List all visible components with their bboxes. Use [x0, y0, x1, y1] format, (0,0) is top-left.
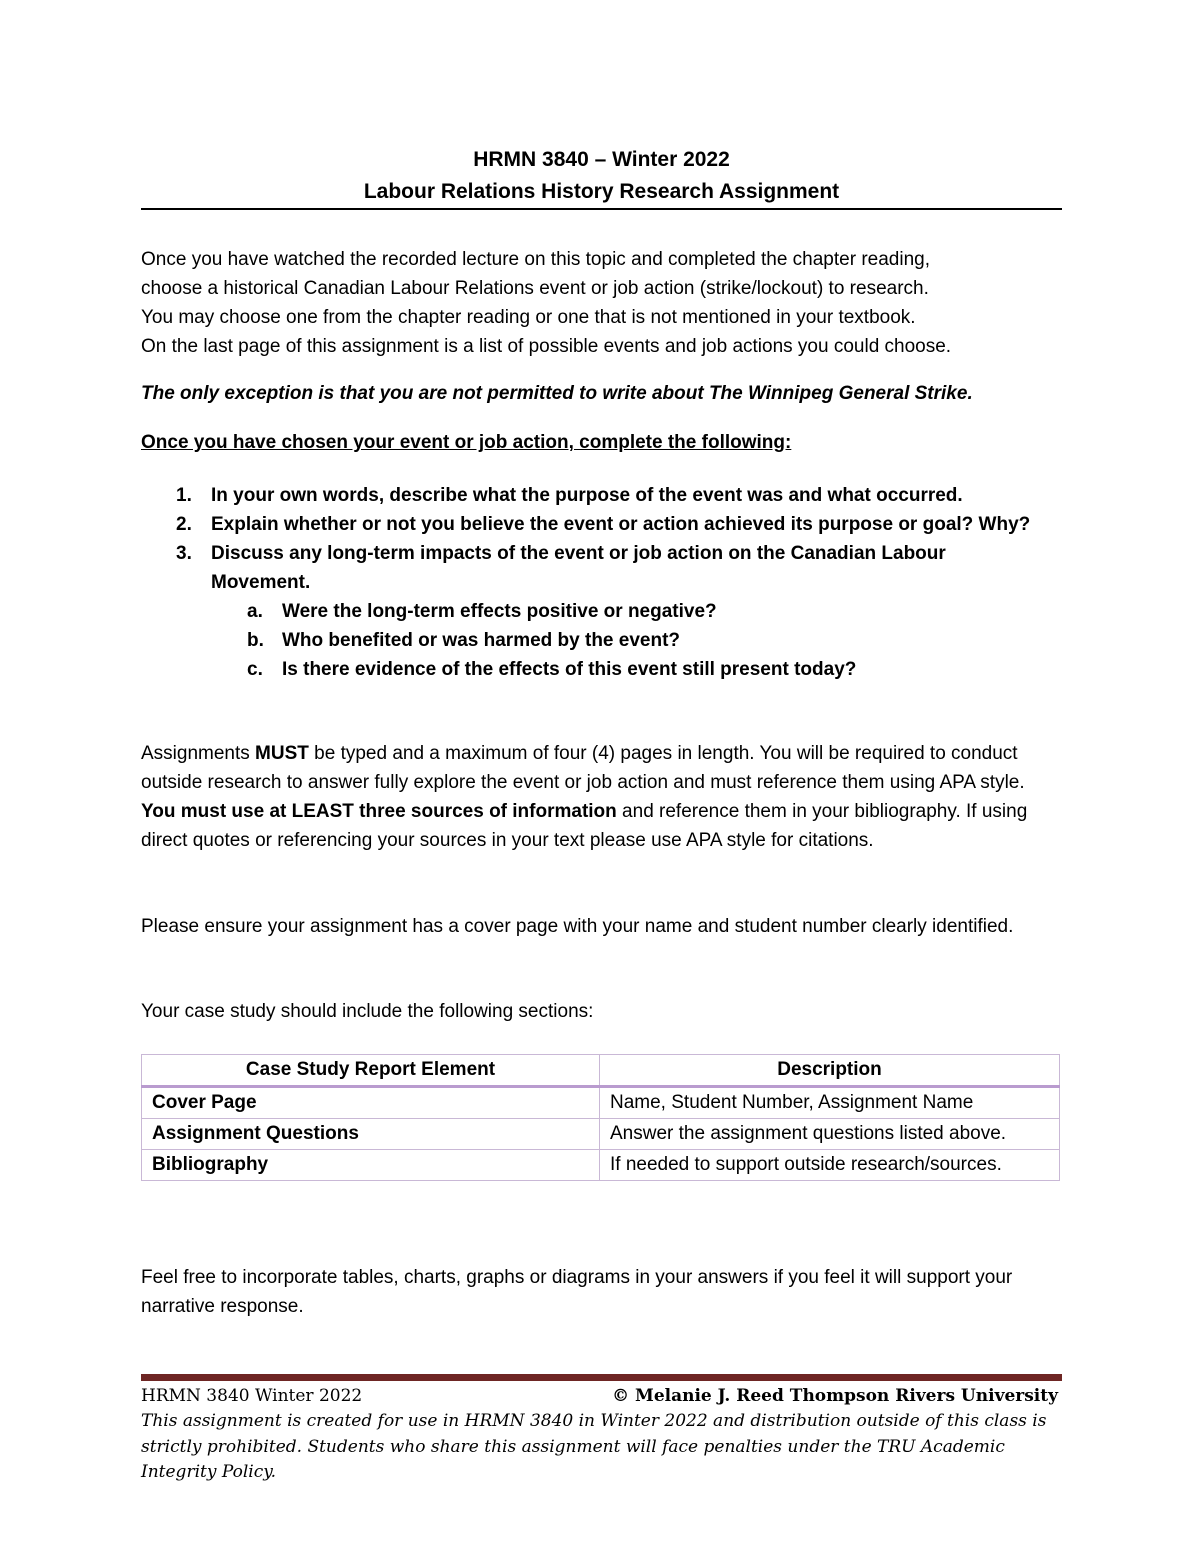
requirements-emphasis: MUST — [255, 743, 309, 764]
footer-divider — [141, 1374, 1062, 1381]
sections-intro: Your case study should include the following sections: — [141, 1001, 594, 1022]
requirements-text: and reference them in your bibliography. If using direct quotes or referencing your sources in your text please use APA style for citations. — [141, 801, 1028, 851]
requirements-emphasis: You must use at LEAST three sources of information — [141, 801, 617, 822]
column-header: Description — [600, 1055, 1060, 1087]
instructions-heading: Once you have chosen your event or job action, complete the following: — [141, 432, 792, 453]
table-cell: Answer the assignment questions listed above. — [600, 1119, 1060, 1150]
page-title: Labour Relations History Research Assignment — [363, 180, 840, 203]
header-divider — [141, 208, 1062, 210]
requirements-paragraph — [141, 739, 1062, 855]
list-letter: b. — [247, 630, 264, 651]
case-study-table — [141, 1054, 1060, 1181]
footer-copyright: © Melanie J. Reed Thompson Rivers University — [612, 1386, 1058, 1406]
course-line: HRMN 3840 – Winter 2022 — [473, 148, 730, 171]
table-cell: If needed to support outside research/sources. — [600, 1150, 1060, 1181]
exception-note: The only exception is that you are not permitted to write about The Winnipeg General Strike. — [141, 383, 973, 404]
intro-line: choose a historical Canadian Labour Relations event or job action (strike/lockout) to research. — [141, 278, 929, 299]
list-letter: a. — [247, 601, 263, 622]
subquestion-text: Who benefited or was harmed by the event? — [282, 630, 681, 651]
list-item — [141, 539, 1062, 597]
requirements-text: Assignments — [141, 743, 256, 764]
question-text: Discuss any long-term impacts of the event or job action on the Canadian Labour Movement. — [211, 543, 946, 593]
intro-paragraph — [141, 245, 1062, 361]
question-text: Explain whether or not you believe the event or action achieved its purpose or goal? Why? — [211, 514, 1031, 535]
sub-list-item — [141, 597, 1062, 626]
list-number: 3. — [176, 543, 192, 564]
closing-paragraph: Feel free to incorporate tables, charts, graphs or diagrams in your answers if you feel it will support your narrative response. — [141, 1267, 1013, 1317]
document-header — [141, 144, 1062, 208]
list-item — [141, 481, 1062, 510]
table-cell: Assignment Questions — [142, 1119, 600, 1150]
table-cell: Bibliography — [142, 1150, 600, 1181]
table-row — [142, 1150, 1060, 1181]
subquestion-text: Is there evidence of the effects of this event still present today? — [282, 659, 857, 680]
intro-line: You may choose one from the chapter reading or one that is not mentioned in your textbook. — [141, 307, 916, 328]
intro-line: On the last page of this assignment is a list of possible events and job actions you could choose. — [141, 336, 952, 357]
cover-page-note: Please ensure your assignment has a cover page with your name and student number clearly identified. — [141, 916, 1014, 937]
list-letter: c. — [247, 659, 263, 680]
list-number: 2. — [176, 514, 192, 535]
question-text: In your own words, describe what the purpose of the event was and what occurred. — [211, 485, 963, 506]
column-header: Case Study Report Element — [142, 1055, 600, 1087]
footer-note: This assignment is created for use in HRMN 3840 in Winter 2022 and distribution outside of this class is strictly prohibited. Students who share this assignment will face penalties under the TRU Academic Integrity Policy. — [141, 1411, 1047, 1482]
subquestion-text: Were the long-term effects positive or negative? — [282, 601, 717, 622]
footer-line — [141, 1384, 1058, 1409]
table-header-row — [142, 1055, 1060, 1087]
intro-line: Once you have watched the recorded lecture on this topic and completed the chapter reading, — [141, 249, 930, 270]
table-cell: Cover Page — [142, 1087, 600, 1119]
list-item — [141, 510, 1062, 539]
requirements-text: be typed and a maximum of four (4) pages in length. You will be required to conduct outside research to answer fully explore the event or job action and must reference them using APA style. — [141, 743, 1025, 793]
table-row — [142, 1119, 1060, 1150]
question-list — [141, 481, 1062, 684]
sub-list-item — [141, 655, 1062, 684]
table-row — [142, 1087, 1060, 1119]
footer-left: HRMN 3840 Winter 2022 — [141, 1386, 363, 1406]
sub-list-item — [141, 626, 1062, 655]
table-cell: Name, Student Number, Assignment Name — [600, 1087, 1060, 1119]
list-number: 1. — [176, 485, 192, 506]
